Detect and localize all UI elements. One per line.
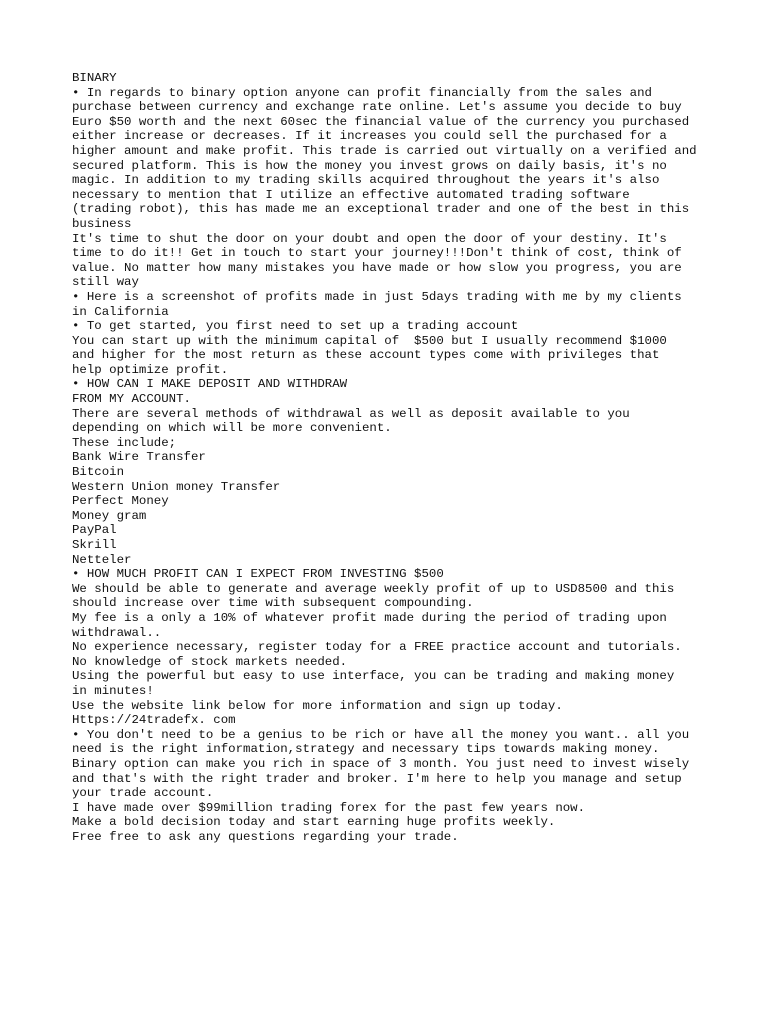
document-title: BINARY	[72, 71, 117, 85]
text-line: magic. In addition to my trading skills acquired throughout the years it's also	[72, 173, 660, 188]
text-line: • HOW MUCH PROFIT CAN I EXPECT FROM INVESTING $500	[72, 567, 444, 582]
text-line: secured platform. This is how the money you invest grows on daily basis, it's no	[72, 158, 667, 173]
text-line: should increase over time with subsequent compounding.	[72, 596, 474, 611]
text-line: time to do it!! Get in touch to start your journey!!!Don't think of cost, think of	[72, 246, 682, 261]
text-line: You can start up with the minimum capital of $500 but I usually recommend $1000	[72, 333, 667, 348]
text-line: FROM MY ACCOUNT.	[72, 392, 191, 407]
text-line: • To get started, you first need to set up a trading account	[72, 319, 519, 334]
text-line: Bank Wire Transfer	[72, 450, 206, 465]
text-line: • In regards to binary option anyone can profit financially from the sales and	[72, 85, 652, 100]
text-line: value. No matter how many mistakes you have made or how slow you progress, you are	[72, 260, 682, 275]
text-line: necessary to mention that I utilize an effective automated trading software	[72, 187, 630, 202]
text-line: in minutes!	[72, 683, 154, 698]
text-line: • Here is a screenshot of profits made in just 5days trading with me by my clients	[72, 289, 682, 304]
text-line: Skrill	[72, 538, 117, 552]
text-line: Perfect Money	[72, 494, 169, 509]
text-line: My fee is a only a 10% of whatever profit made during the period of trading upon	[72, 610, 667, 625]
text-line: business	[72, 216, 132, 231]
text-line: Make a bold decision today and start earning huge profits weekly.	[72, 815, 556, 830]
text-line: Free free to ask any questions regarding your trade.	[72, 829, 459, 844]
text-line: These include;	[72, 435, 177, 450]
text-line: Netteler	[72, 552, 132, 567]
text-line: need is the right information,strategy and necessary tips towards making money.	[72, 742, 660, 757]
text-line: No experience necessary, register today for a FREE practice account and tutorials.	[72, 640, 682, 655]
text-line: still way	[72, 275, 139, 290]
text-line: Use the website link below for more information and sign up today.	[72, 698, 563, 713]
text-line: help optimize profit.	[72, 362, 229, 377]
text-line: your trade account.	[72, 786, 214, 801]
text-line: purchase between currency and exchange rate online. Let's assume you decide to buy	[72, 100, 682, 115]
text-line: PayPal	[72, 523, 117, 538]
text-line: Western Union money Transfer	[72, 479, 281, 494]
text-line: • HOW CAN I MAKE DEPOSIT AND WITHDRAW	[72, 377, 348, 392]
text-line: There are several methods of withdrawal as well as deposit available to you	[72, 406, 630, 421]
text-line: higher amount and make profit. This trade is carried out virtually on a verified and	[72, 143, 697, 158]
text-line: Using the powerful but easy to use interface, you can be trading and making money	[72, 669, 675, 684]
text-line: either increase or decreases. If it increases you could sell the purchased for a	[72, 129, 667, 144]
text-line: Money gram	[72, 508, 147, 523]
text-line: Euro $50 worth and the next 60sec the financial value of the currency you purchased	[72, 114, 690, 129]
document-page	[72, 71, 712, 844]
text-line: I have made over $99million trading forex for the past few years now.	[72, 800, 586, 815]
text-line: Https://24tradefx. com	[72, 713, 236, 728]
text-line: It's time to shut the door on your doubt and open the door of your destiny. It's	[72, 231, 667, 246]
text-line: depending on which will be more convenient.	[72, 421, 392, 436]
text-line: We should be able to generate and average weekly profit of up to USD8500 and this	[72, 581, 675, 596]
text-line: (trading robot), this has made me an exceptional trader and one of the best in this	[72, 202, 690, 217]
text-line: Bitcoin	[72, 465, 125, 480]
text-line: and higher for the most return as these account types come with privileges that	[72, 348, 660, 363]
text-line: in California	[72, 304, 169, 319]
text-line: No knowledge of stock markets needed.	[72, 654, 348, 669]
text-line: withdrawal..	[72, 625, 162, 640]
text-line: • You don't need to be a genius to be rich or have all the money you want.. all you	[72, 727, 690, 742]
text-line: Binary option can make you rich in space of 3 month. You just need to invest wisely	[72, 756, 690, 771]
text-line: and that's with the right trader and broker. I'm here to help you manage and setup	[72, 771, 682, 786]
